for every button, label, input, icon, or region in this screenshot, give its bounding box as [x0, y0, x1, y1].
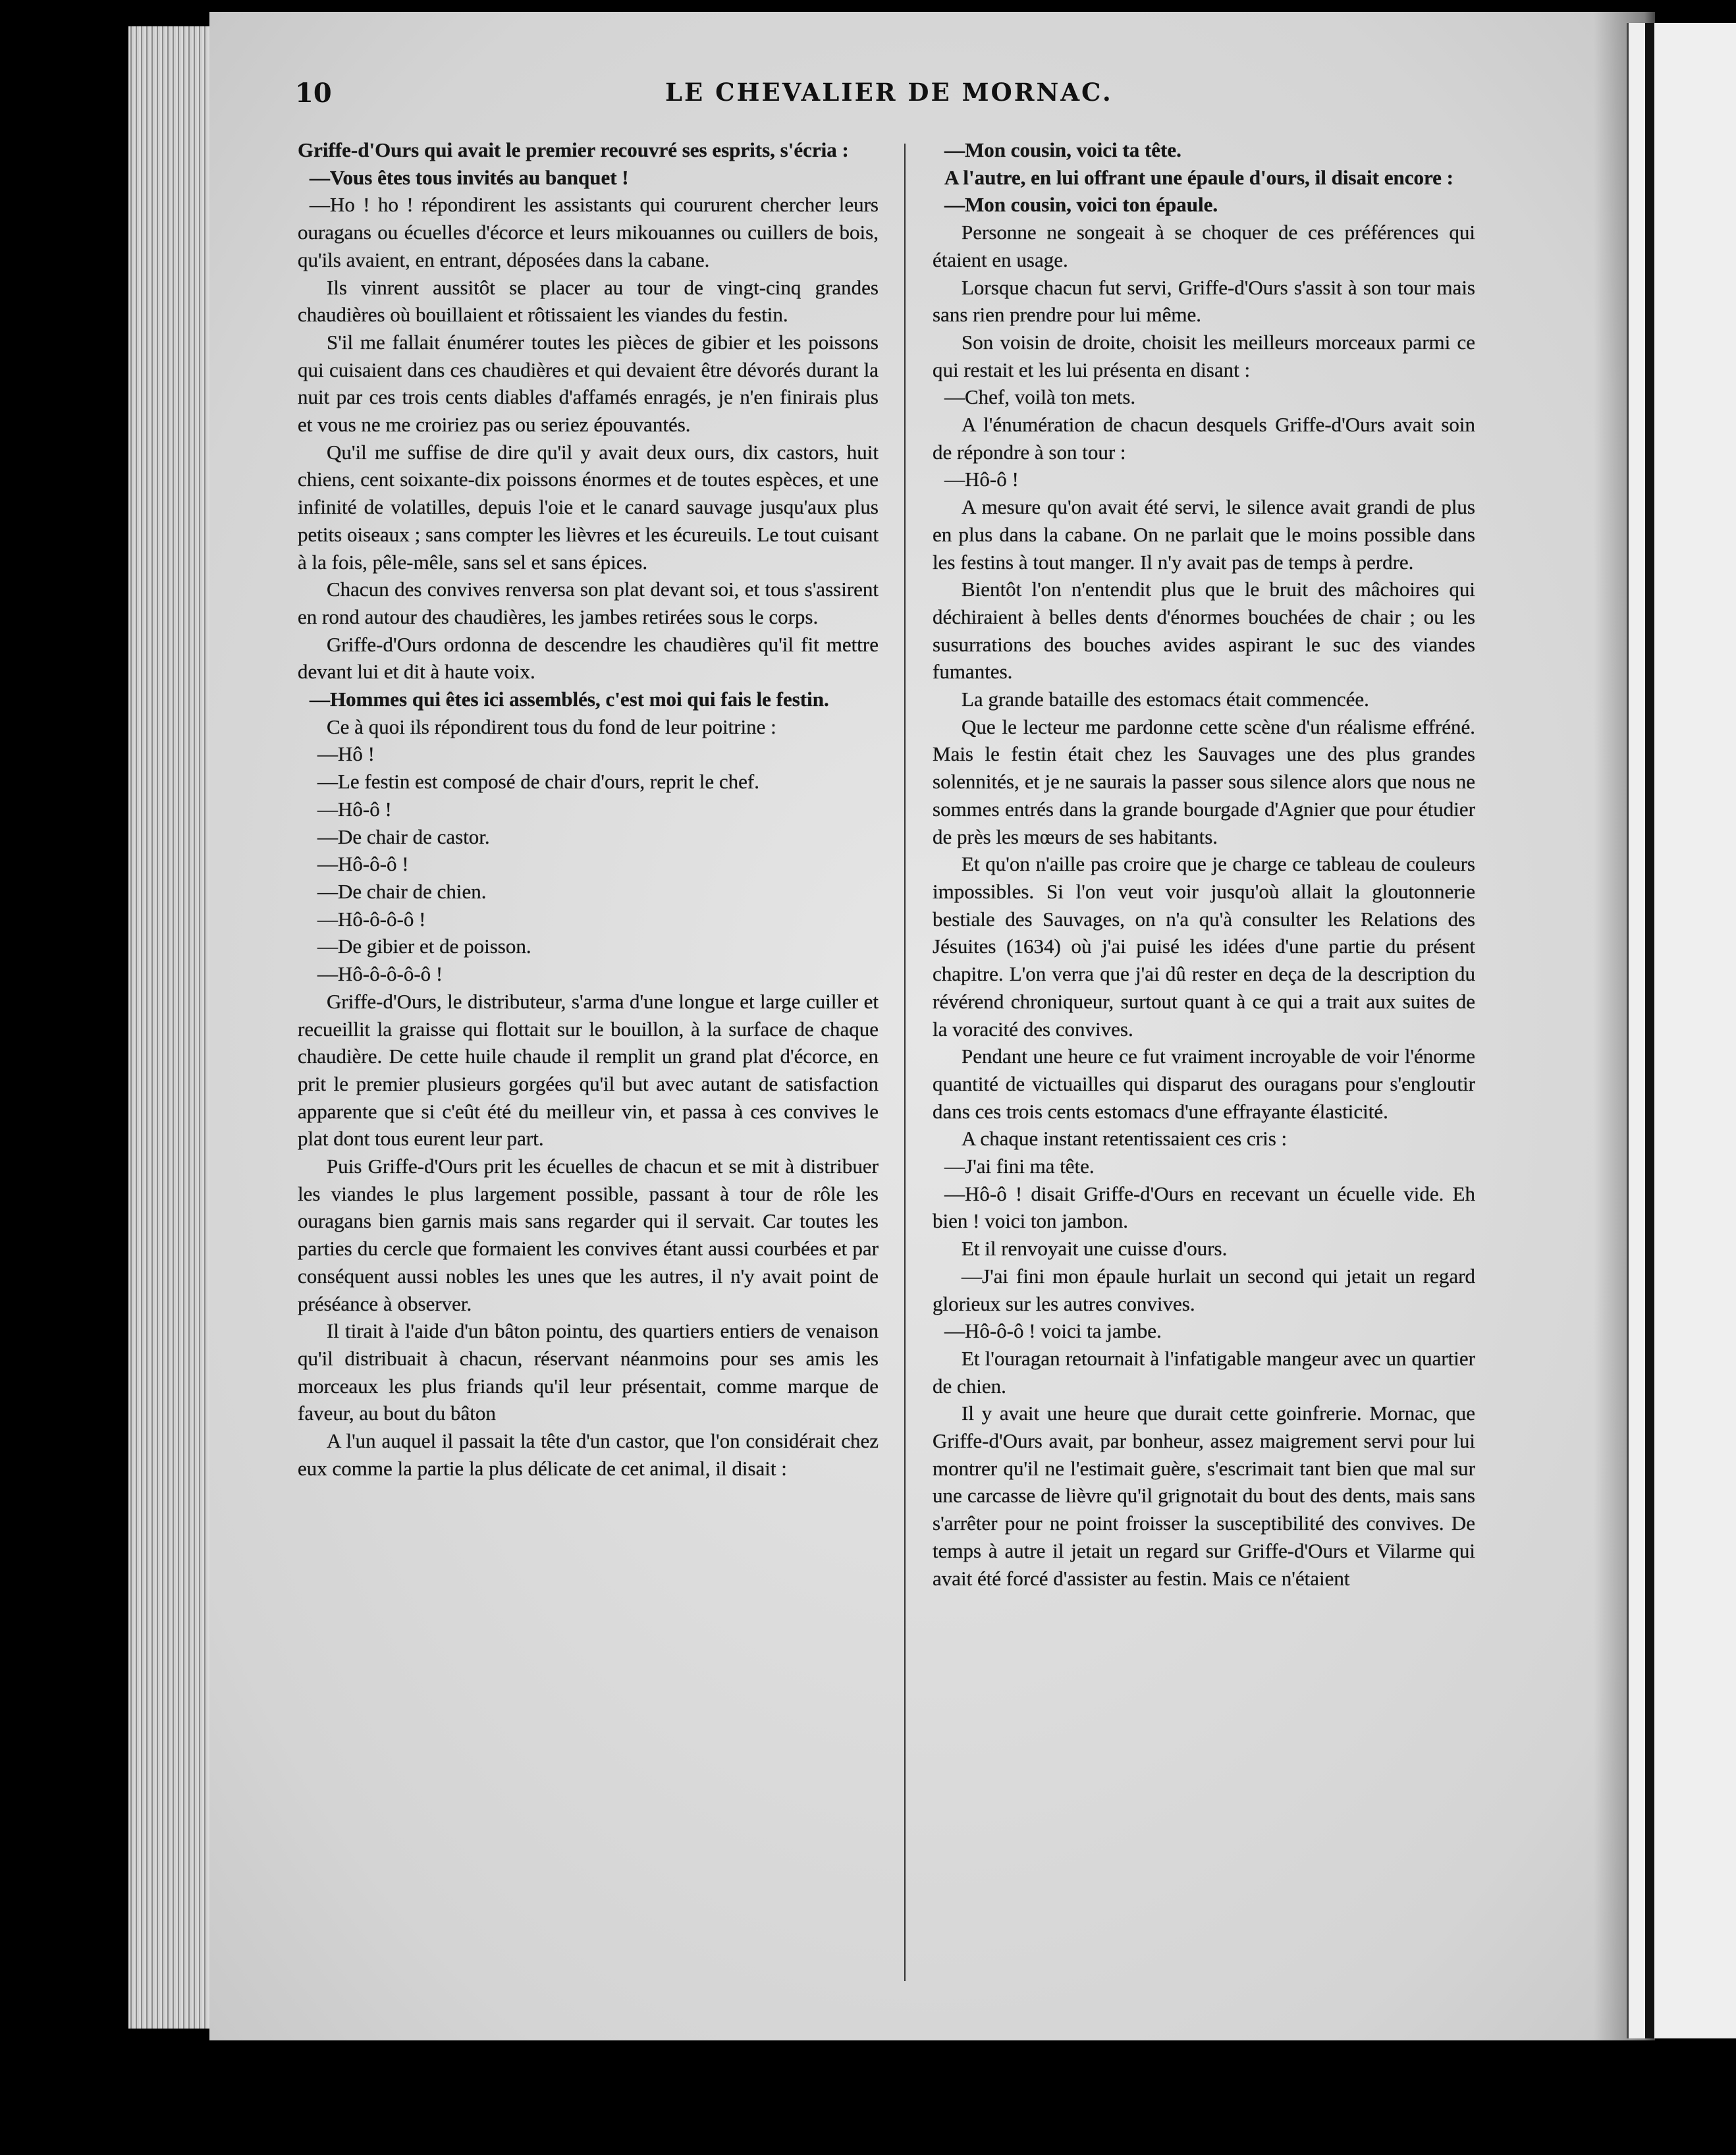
paragraph: A l'un auquel il passait la tête d'un castor, que l'on considérait chez eux comme la partie la plus délicate de cet animal, il disait :	[298, 1429, 879, 1480]
paragraph: —Hô-ô !	[944, 468, 1019, 491]
paragraph: —J'ai fini ma tête.	[944, 1155, 1095, 1178]
right-column	[933, 136, 1475, 1592]
paragraph: —De chair de chien.	[317, 879, 487, 903]
paragraph: Et qu'on n'aille pas croire que je charge ce tableau de couleurs impossibles. Si l'on veut voir jusqu'où allait la gloutonnerie bestiale des Sauvages, on n'a qu'à consulter les Relations des Jésuites (1634) où j'ai puisé les idées d'une partie du présent chapitre. L'on verra que j'ai dû rester en deça de la description du révérend chroniqueur, surtout quant à ce qui a trait aux suites de la voracité des convives.	[933, 852, 1475, 1041]
paragraph: —De gibier et de poisson.	[317, 935, 531, 958]
paragraph: A chaque instant retentissaient ces cris :	[962, 1127, 1288, 1151]
paragraph: Personne ne songeait à se choquer de ces préférences qui étaient en usage.	[933, 221, 1475, 271]
paragraph: Bientôt l'on n'entendit plus que le bruit des mâchoires qui déchiraient à belles dents d'énormes bouchées de chair ; ou les susurrations des bouches avides aspirant le suc des viandes fumantes.	[933, 578, 1475, 684]
paragraph: —Hô-ô ! disait Griffe-d'Ours en recevant un écuelle vide. Eh bien ! voici ton jambon.	[933, 1182, 1475, 1233]
paragraph: A l'énumération de chacun desquels Griffe-d'Ours avait soin de répondre à son tour :	[933, 413, 1475, 464]
paragraph: Il tirait à l'aide d'un bâton pointu, des quartiers entiers de venaison qu'il distribuait à chacun, réservant néanmoins pour ses amis les morceaux les plus friands qu'il leur présentait, comme marque de faveur, au bout du bâton	[298, 1319, 879, 1425]
paragraph: A mesure qu'on avait été servi, le silence avait grandi de plus en plus dans la cabane. On ne parlait que le moins possible dans les festins à tout manger. Il n'y avait pas de temps à perdre.	[933, 495, 1475, 574]
column-rule	[904, 144, 906, 1981]
paragraph: Et il renvoyait une cuisse d'ours.	[962, 1237, 1228, 1261]
paragraph: S'il me fallait énumérer toutes les pièces de gibier et les poissons qui cuisaient dans ces chaudières et qui devaient être dévorés durant la nuit par ces trois cents diables d'affamés enragés, je n'en finirais plus et vous ne me croiriez pas ou seriez épouvantés.	[298, 330, 879, 437]
paragraph: —Hô-ô-ô-ô-ô !	[317, 962, 443, 986]
paragraph: Ils vinrent aussitôt se placer au tour de vingt-cinq grandes chaudières où bouillaient et rôtissaient les viandes du festin.	[298, 275, 879, 327]
paragraph: —J'ai fini mon épaule hurlait un second qui jetait un regard glorieux sur les autres convives.	[933, 1264, 1475, 1315]
paragraph: Que le lecteur me pardonne cette scène d'un réalisme effréné. Mais le festin était chez les Sauvages une des plus grandes solennités, et je ne saurais la passer sous silence alors que nous ne sommes entrés dans la grande bourgade d'Agnier que pour étudier de près les mœurs de ses habitants.	[933, 715, 1475, 848]
paragraph: Son voisin de droite, choisit les meilleurs morceaux parmi ce qui restait et les lui présenta en disant :	[933, 330, 1475, 381]
paragraph: Griffe-d'Ours, le distributeur, s'arma d'une longue et large cuiller et recueillit la graisse qui flottait sur le bouillon, à la surface de chaque chaudière. De cette huile chaude il remplit un grand plat d'écorce, en prit le premier plusieurs gorgées qu'il but avec autant de satisfaction apparente que si c'eût été du meilleur vin, et passa à ces convives le plat dont tous eurent leur part.	[298, 989, 879, 1151]
paragraph: —Ho ! ho ! répondirent les assistants qui coururent chercher leurs ouragans ou écuelles d'écorce et leurs mikouannes ou cuillers de bois, qu'ils avaient, en entrant, déposées dans la cabane.	[298, 193, 879, 271]
paragraph: —Hô-ô-ô ! voici ta jambe.	[944, 1319, 1162, 1343]
paragraph: Et l'ouragan retournait à l'infatigable mangeur avec un quartier de chien.	[933, 1346, 1475, 1398]
paragraph: —Hô-ô !	[317, 797, 392, 821]
page-number: 10	[295, 78, 332, 109]
facing-page-edge	[1627, 23, 1736, 2038]
paragraph: Qu'il me suffise de dire qu'il y avait deux ours, dix castors, huit chiens, cent soixante-dix poissons énormes et de toutes espèces, et une infinité de volatilles, depuis l'oie et le canard sauvage jusqu'aux plus petits oiseaux ; sans compter les lièvres et les écureuils. Le tout cuisant à la fois, pêle-mêle, sans sel et sans épices.	[298, 440, 879, 574]
paragraph: Chacun des convives renversa son plat devant soi, et tous s'assirent en rond autour des chaudières, les jambes retirées sous le corps.	[298, 578, 879, 628]
book-page-edges	[128, 26, 214, 2029]
paragraph: Ce à quoi ils répondirent tous du fond de leur poitrine :	[327, 715, 776, 738]
paragraph: Lorsque chacun fut servi, Griffe-d'Ours s'assit à son tour mais sans rien prendre pour lui même.	[933, 275, 1475, 327]
paragraph: —Chef, voilà ton mets.	[944, 385, 1136, 409]
paragraph: —Hô-ô-ô-ô !	[317, 907, 426, 931]
paragraph: —Mon cousin, voici ton épaule.	[944, 193, 1218, 217]
paragraph: —Mon cousin, voici ta tête.	[944, 138, 1181, 161]
facing-page-gutter	[1645, 23, 1654, 2038]
paragraph: Puis Griffe-d'Ours prit les écuelles de chacun et se mit à distribuer les viandes le plus largement possible, passant à tour de rôle les ouragans bien garnis mais sans regarder qui il servait. Car toutes les parties du cercle que formaient les convives étant aussi courbées et par conséquent aussi nobles les unes que les autres, il n'y avait point de préséance à observer.	[298, 1155, 879, 1315]
running-head: LE CHEVALIER DE MORNAC.	[665, 78, 1113, 107]
paragraph: La grande bataille des estomacs était commencée.	[962, 688, 1369, 711]
paragraph: Pendant une heure ce fut vraiment incroyable de voir l'énorme quantité de victuailles qui disparut des ouragans pour s'engloutir dans ces trois cents estomacs d'une effrayante élasticité.	[933, 1045, 1475, 1123]
paragraph: —Hô !	[317, 742, 375, 766]
paragraph: —Hommes qui êtes ici assemblés, c'est moi qui fais le festin.	[310, 688, 829, 711]
paragraph: Griffe-d'Ours qui avait le premier recouvré ses esprits, s'écria :	[298, 138, 849, 161]
paragraph: —Vous êtes tous invités au banquet !	[310, 165, 629, 189]
paragraph: —Hô-ô-ô !	[317, 852, 409, 876]
paragraph: —Le festin est composé de chair d'ours, reprit le chef.	[317, 770, 759, 794]
paragraph: A l'autre, en lui offrant une épaule d'ours, il disait encore :	[944, 165, 1454, 189]
paragraph: Il y avait une heure que durait cette goinfrerie. Mornac, que Griffe-d'Ours avait, par bonheur, assez maigrement servi pour lui montrer qu'il ne l'estimait guère, s'escrimait tant bien que mal sur une carcasse de lièvre qu'il grignotait du bout des dents, mais sans s'arrêter pour ne point froisser la susceptibilité des convives. De temps à autre il jetait un regard sur Griffe-d'Ours et Vilarme qui avait été forcé d'assister au festin. Mais ce n'étaient	[933, 1402, 1475, 1590]
paragraph: Griffe-d'Ours ordonna de descendre les chaudières qu'il fit mettre devant lui et dit à haute voix.	[298, 632, 879, 684]
paragraph: —De chair de castor.	[317, 825, 490, 848]
left-column	[298, 136, 879, 1482]
